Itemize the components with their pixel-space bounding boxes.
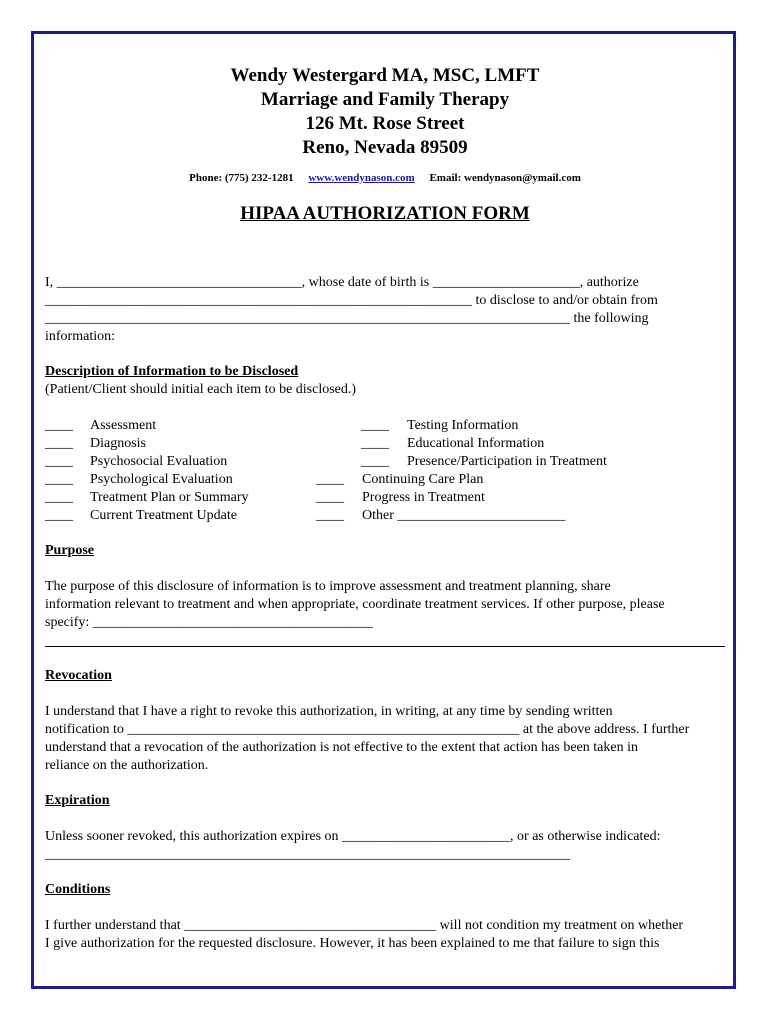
- therapist-name: Wendy Westergard MA, MSC, LMFT: [230, 65, 540, 86]
- item-other[interactable]: Other ________________________: [362, 508, 566, 523]
- blank-other[interactable]: ____: [316, 508, 344, 523]
- blank-psychosocial[interactable]: ____: [45, 454, 73, 469]
- expiration-line-1[interactable]: Unless sooner revoked, this authorization expires on ________________________, or as otherwise indicated:: [45, 829, 661, 844]
- blank-treatment-update[interactable]: ____: [45, 508, 73, 523]
- phone-number: Phone: (775) 232-1281: [189, 172, 294, 184]
- blank-continuing-care[interactable]: ____: [316, 472, 344, 487]
- blank-educational[interactable]: ____: [361, 436, 389, 451]
- conditions-heading: Conditions: [45, 882, 111, 897]
- intro-line-1: I, ___________________________________, whose date of birth is _____________________, authorize: [45, 275, 639, 290]
- item-treatment-plan: Treatment Plan or Summary: [90, 490, 249, 505]
- city-address: Reno, Nevada 89509: [302, 137, 468, 158]
- revocation-line-4: reliance on the authorization.: [45, 758, 209, 773]
- form-title: HIPAA AUTHORIZATION FORM: [240, 203, 530, 224]
- blank-psychological[interactable]: ____: [45, 472, 73, 487]
- conditions-line-1[interactable]: I further understand that ____________________________________ will not condition my treatment on whether: [45, 918, 684, 933]
- item-diagnosis: Diagnosis: [90, 436, 146, 451]
- purpose-line-2: information relevant to treatment and when appropriate, coordinate treatment services. If other purpose, please: [45, 597, 665, 612]
- item-psychosocial: Psychosocial Evaluation: [90, 454, 228, 469]
- expiration-heading: Expiration: [45, 793, 110, 808]
- intro-line-2: _____________________________________________________________ to disclose to and/or obtain from: [45, 293, 658, 308]
- item-educational: Educational Information: [407, 436, 545, 451]
- description-note: (Patient/Client should initial each item to be disclosed.): [45, 382, 357, 397]
- item-psychological: Psychological Evaluation: [90, 472, 233, 487]
- description-heading: Description of Information to be Disclosed: [45, 364, 299, 379]
- contact-line: [0, 172, 770, 184]
- purpose-heading: Purpose: [45, 543, 94, 558]
- blank-assessment[interactable]: ____: [45, 418, 73, 433]
- item-progress: Progress in Treatment: [362, 490, 485, 505]
- item-presence: Presence/Participation in Treatment: [407, 454, 607, 469]
- item-treatment-update: Current Treatment Update: [90, 508, 237, 523]
- purpose-blank-line[interactable]: [45, 646, 725, 647]
- blank-presence[interactable]: ____: [361, 454, 389, 469]
- conditions-line-2: I give authorization for the requested disclosure. However, it has been explained to me that failure to sign this: [45, 936, 660, 951]
- revocation-line-3: understand that a revocation of the authorization is not effective to the extent that action has been taken in: [45, 740, 638, 755]
- revocation-line-2[interactable]: notification to ________________________________________________________ at the above address. I further: [45, 722, 690, 737]
- blank-testing[interactable]: ____: [361, 418, 389, 433]
- item-assessment: Assessment: [90, 418, 157, 433]
- purpose-line-1: The purpose of this disclosure of information is to improve assessment and treatment planning, share: [45, 579, 611, 594]
- intro-line-4: information:: [45, 329, 115, 344]
- expiration-line-2[interactable]: ___________________________________________________________________________: [45, 847, 570, 862]
- blank-treatment-plan[interactable]: ____: [45, 490, 73, 505]
- item-continuing-care: Continuing Care Plan: [362, 472, 484, 487]
- website-link[interactable]: www.wendynason.com: [308, 172, 415, 184]
- purpose-line-3[interactable]: specify: ________________________________________: [45, 615, 373, 630]
- intro-line-3: ___________________________________________________________________________ the following: [45, 311, 649, 326]
- practice-name: Marriage and Family Therapy: [260, 89, 510, 110]
- email-address: Email: wendynason@ymail.com: [429, 172, 581, 184]
- item-testing: Testing Information: [407, 418, 519, 433]
- blank-progress[interactable]: ____: [316, 490, 344, 505]
- revocation-heading: Revocation: [45, 668, 112, 683]
- blank-diagnosis[interactable]: ____: [45, 436, 73, 451]
- revocation-line-1: I understand that I have a right to revoke this authorization, in writing, at any time by sending written: [45, 704, 613, 719]
- street-address: 126 Mt. Rose Street: [305, 113, 465, 134]
